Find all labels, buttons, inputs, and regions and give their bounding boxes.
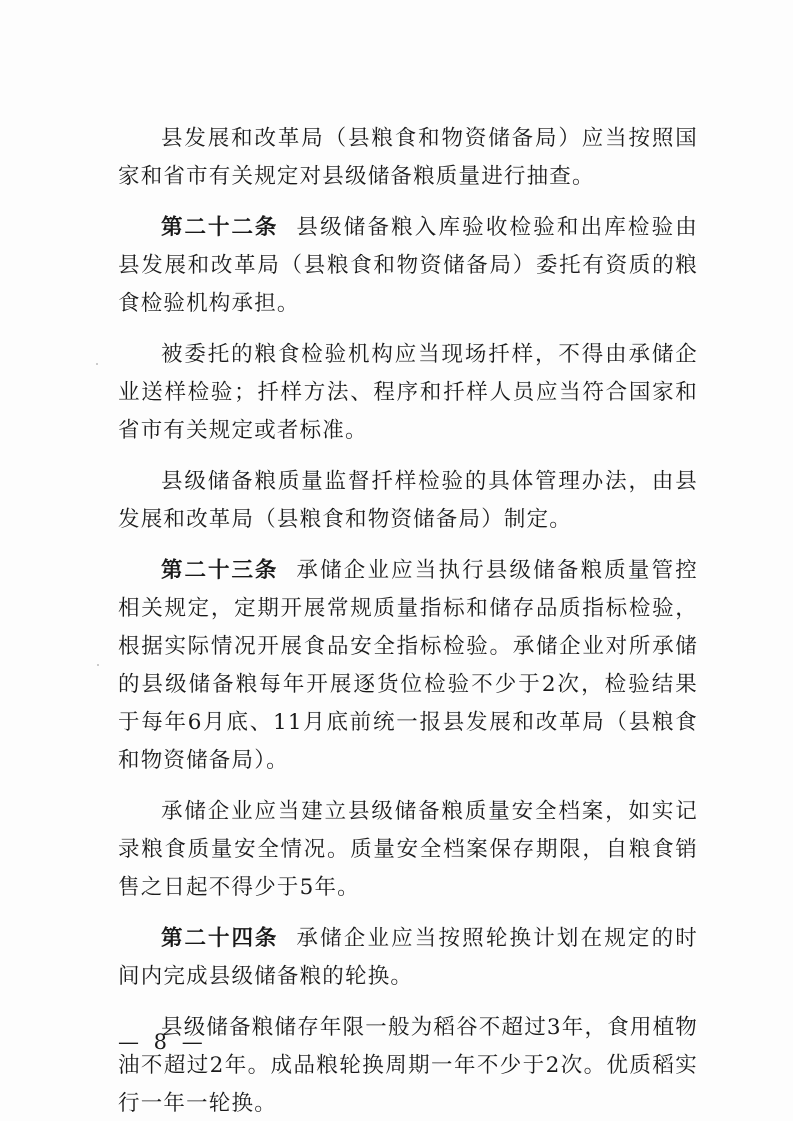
- article-22-heading: 第二十二条: [161, 215, 279, 240]
- page-number: — 8 —: [118, 1030, 207, 1054]
- scan-speck: [96, 363, 98, 365]
- paragraph-8: [118, 1009, 698, 1123]
- paragraph-1: [118, 120, 698, 196]
- paragraph-6: [118, 793, 698, 907]
- paragraph-8-text: 县级储备粮储存年限一般为稻谷不超过3年，食用植物油不超过2年。成品粮轮换周期一年不少于2次。优质稻实行一年一轮换。: [118, 1015, 698, 1116]
- paragraph-5: [118, 552, 698, 780]
- paragraph-2-text: 县级储备粮入库验收检验和出库检验由县发展和改革局（县粮食和物资储备局）委托有资质的粮食检验机构承担。: [118, 215, 698, 316]
- paragraph-2: [118, 209, 698, 323]
- paragraph-5-text: 承储企业应当执行县级储备粮质量管控相关规定，定期开展常规质量指标和储存品质指标检验，根据实际情况开展食品安全指标检验。承储企业对所承储的县级储备粮每年开展逐货位检验不少于2次，检验结果于每年6月底、11月底前统一报县发展和改革局（县粮食和物资储备局）。: [118, 558, 698, 773]
- paragraph-3: [118, 336, 698, 450]
- article-24-heading: 第二十四条: [161, 926, 279, 951]
- scan-speck: [97, 664, 99, 666]
- paragraph-4-text: 县级储备粮质量监督扦样检验的具体管理办法，由县发展和改革局（县粮食和物资储备局）制定。: [118, 469, 698, 532]
- paragraph-3-text: 被委托的粮食检验机构应当现场扦样，不得由承储企业送样检验；扦样方法、程序和扦样人员应当符合国家和省市有关规定或者标准。: [118, 342, 698, 443]
- paragraph-7-text: 承储企业应当按照轮换计划在规定的时间内完成县级储备粮的轮换。: [118, 926, 698, 989]
- paragraph-7: [118, 920, 698, 996]
- paragraph-1-text: 县发展和改革局（县粮食和物资储备局）应当按照国家和省市有关规定对县级储备粮质量进行抽查。: [118, 126, 698, 189]
- article-23-heading: 第二十三条: [161, 558, 279, 583]
- paragraph-6-text: 承储企业应当建立县级储备粮质量安全档案，如实记录粮食质量安全情况。质量安全档案保存期限，自粮食销售之日起不得少于5年。: [118, 799, 698, 900]
- document-body: [118, 120, 698, 1136]
- paragraph-4: [118, 463, 698, 539]
